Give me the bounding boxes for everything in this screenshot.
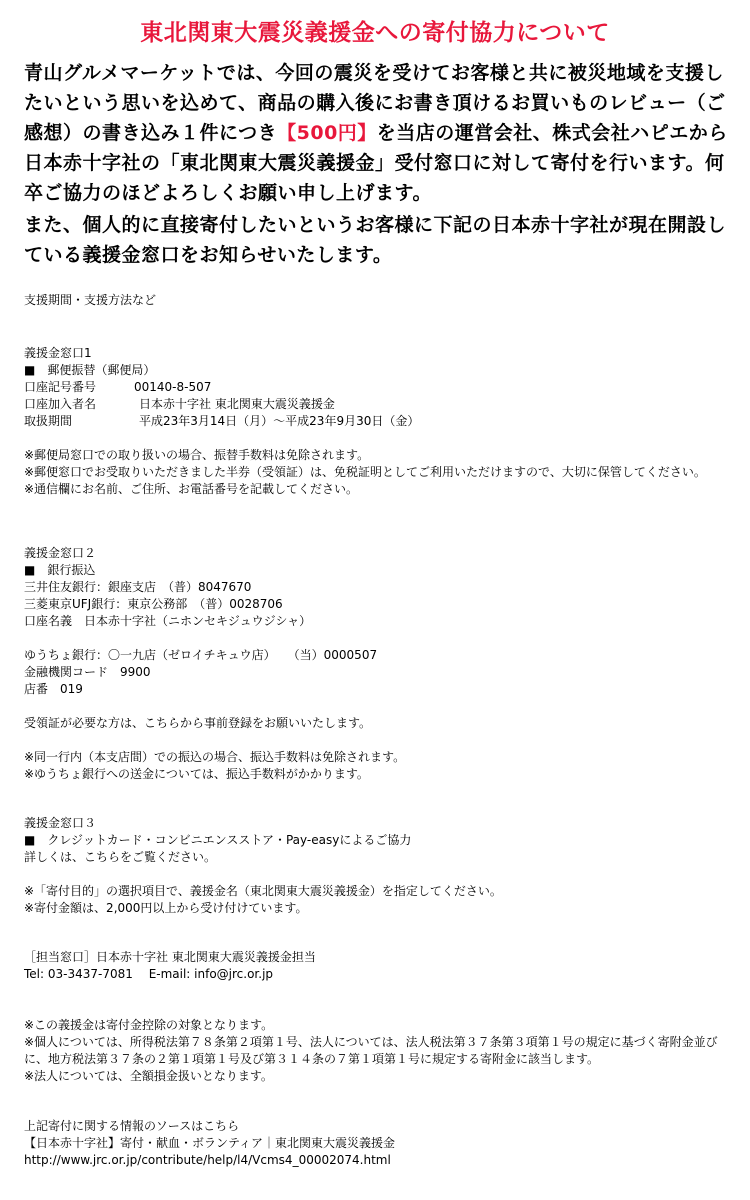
support-heading-block: [24, 292, 728, 309]
bank-line: 三井住友銀行：銀座支店 （普）8047670: [24, 580, 252, 594]
window3-note: ※寄付金額は、2,000円以上から受け付けています。: [24, 901, 308, 915]
tax-note: ※法人については、全額損金扱いとなります。: [24, 1069, 273, 1083]
window2-note: ※同一行内（本支店間）での振込の場合、振込手数料は免除されます。: [24, 750, 406, 764]
donation-window-1: [24, 345, 728, 498]
contact-line: Tel: 03-3437-7081 E-mail: info@jrc.or.jp: [24, 967, 274, 981]
yucho-line: 店番 019: [24, 682, 83, 696]
window1-note: ※郵便局窓口での取り扱いの場合、振替手数料は免除されます。: [24, 448, 370, 462]
window1-row: [24, 379, 728, 396]
tax-notes-block: [24, 1017, 728, 1085]
row-key: 口座記号番号: [24, 380, 97, 394]
intro-paragraph-2: [24, 210, 728, 270]
intro-text-2: また、個人的に直接寄付したいというお客様に下記の日本赤十字社が現在開設している義援金窓口をお知らせいたします。: [24, 214, 727, 266]
intro-paragraph-1: [24, 58, 728, 208]
tax-note: ※個人については、所得税法第７８条第２項第１号、法人については、法人税法第３７条第３項第１号の規定に基づく寄附金並びに、地方税法第３７条の２第１項第１号及び第３１４条の７第１項第１号に規定する寄附金に該当します。: [24, 1035, 718, 1066]
yucho-line: 金融機関コード 9900: [24, 665, 151, 679]
window1-title: 義援金窓口1: [24, 346, 92, 360]
row-value: 00140-8-507: [134, 380, 212, 394]
window1-row: [24, 396, 728, 413]
tax-note: ※この義援金は寄付金控除の対象となります。: [24, 1018, 274, 1032]
window1-row: [24, 413, 728, 430]
donation-window-3: [24, 815, 728, 917]
row-value: 平成23年3月14日（月）〜平成23年9月30日（金）: [139, 414, 420, 428]
intro-text-before: 青山グルメマーケットでは、今回の震災を受けてお客様と共に被災地域を支援したいという思いを込めて、商品の購入後にお書き頂けるお買いものレビュー（ご感想）の書き込み１件につき: [24, 62, 726, 144]
window2-note: ※ゆうちょ銀行への送金については、振込手数料がかかります。: [24, 767, 369, 781]
window3-detail-link[interactable]: 詳しくは、こちらをご覧ください。: [24, 850, 217, 864]
window1-note: ※通信欄にお名前、ご住所、お電話番号を記載してください。: [24, 482, 359, 496]
bank-line: 三菱東京UFJ銀行：東京公務部 （普）0028706: [24, 597, 283, 611]
source-url-link[interactable]: http://www.jrc.or.jp/contribute/help/l4/Vcms4_00002074.html: [24, 1153, 391, 1167]
donation-window-2: [24, 545, 728, 783]
window1-method: ■ 郵便振替（郵便局）: [24, 363, 156, 377]
window2-method: ■ 銀行振込: [24, 563, 96, 577]
row-key: 取扱期間: [24, 414, 73, 428]
contact-block: [24, 949, 728, 983]
intro-text-after: を当店の運営会社、株式会社ハピエから日本赤十字社の「東北関東大震災義援金」受付窓口に対して寄付を行います。何卒ご協力のほどよろしくお願い申し上げます。: [24, 122, 728, 204]
source-line: 上記寄付に関する情報のソースはこちら: [24, 1119, 240, 1133]
yucho-line: ゆうちょ銀行：〇一九店（ゼロイチキュウ店） （当）0000507: [24, 648, 378, 662]
support-heading: 支援期間・支援方法など: [24, 293, 157, 307]
bank-line: 口座名義 日本赤十字社（ニホンセキジュウジシャ）: [24, 614, 312, 628]
window1-note: ※郵便窓口でお受取りいただきました半券（受領証）は、免税証明としてご利用いただけますので、大切に保管してください。: [24, 465, 706, 479]
source-title-link[interactable]: 【日本赤十字社】寄付・献血・ボランティア｜東北関東大震災義援金: [24, 1136, 396, 1150]
window3-method: ■ クレジットカード・コンビニエンスストア・Pay-easyによるご協力: [24, 833, 412, 847]
window2-title: 義援金窓口２: [24, 546, 97, 560]
row-value: 日本赤十字社 東北関東大震災義援金: [139, 397, 335, 411]
row-key: 口座加入者名: [24, 397, 97, 411]
source-block: [24, 1118, 728, 1169]
page-title: 東北関東大震災義援金への寄付協力について: [140, 20, 610, 46]
window3-title: 義援金窓口３: [24, 816, 97, 830]
price-highlight: 【500円】: [277, 122, 377, 144]
receipt-link-text[interactable]: 受領証が必要な方は、こちらから事前登録をお願いいたします。: [24, 716, 372, 730]
contact-line: ［担当窓口］日本赤十字社 東北関東大震災義援金担当: [24, 950, 316, 964]
window3-note: ※「寄付目的」の選択項目で、義援金名（東北関東大震災義援金）を指定してください。: [24, 884, 502, 898]
